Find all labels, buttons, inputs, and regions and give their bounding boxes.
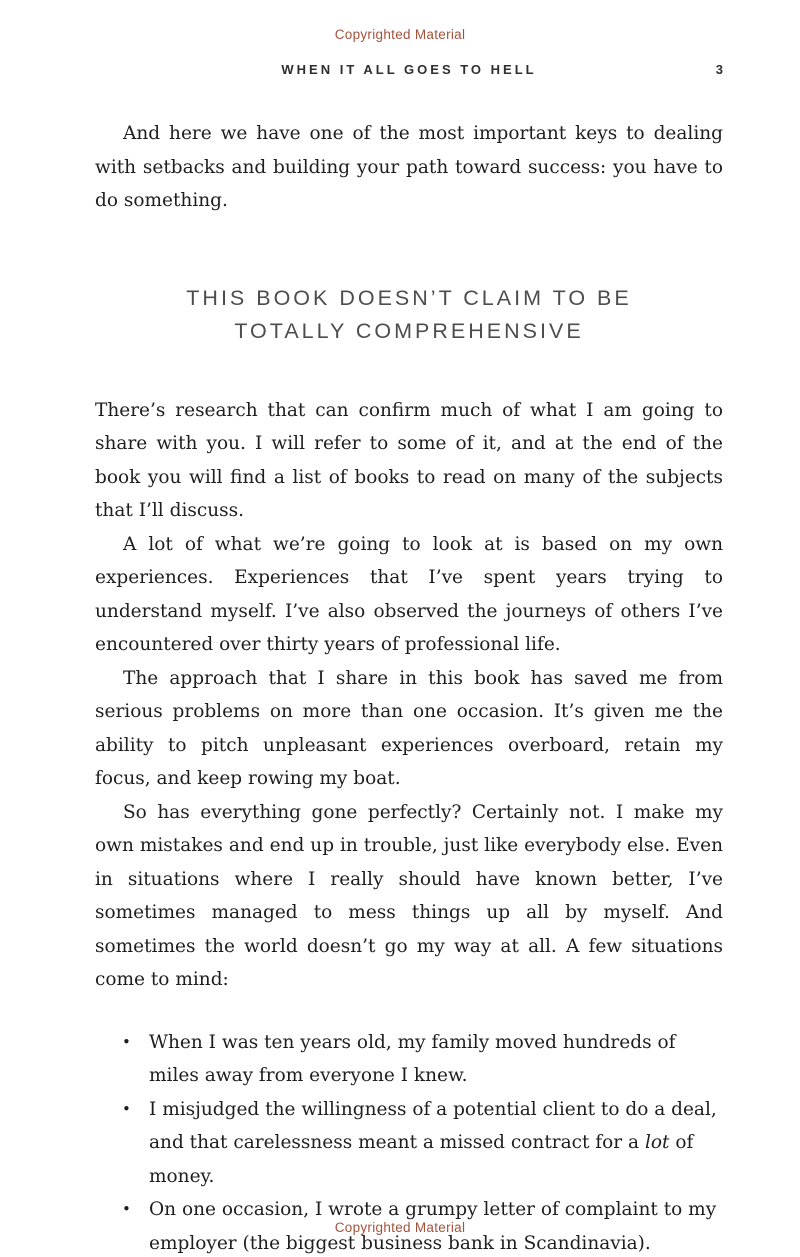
list-item-text-segment: When I was ten years old, my family moved hundreds of miles away from everyone I knew. bbox=[149, 1031, 676, 1086]
bullet-icon: • bbox=[122, 1032, 131, 1051]
list-item-text-segment: I misjudged the willingness of a potential client to do a deal, and that carelessness meant a missed contract for a bbox=[149, 1098, 717, 1153]
running-head-title: WHEN IT ALL GOES TO HELL bbox=[281, 62, 537, 77]
page-body bbox=[95, 117, 723, 1257]
body-paragraph: A lot of what we’re going to look at is based on my own experiences. Experiences that I’ve spent years trying to understand myself. I’ve also observed the journeys of others I’ve encountered over thirty years of professional life. bbox=[95, 533, 723, 655]
copyright-notice-bottom: Copyrighted Material bbox=[334, 1220, 466, 1235]
section-heading bbox=[95, 282, 723, 348]
list-item-text-italic: lot bbox=[644, 1132, 670, 1153]
bullet-icon: • bbox=[122, 1099, 131, 1118]
list-item-text bbox=[149, 1093, 723, 1194]
list-item bbox=[95, 1026, 723, 1093]
list-item-text bbox=[149, 1026, 723, 1093]
section-heading-line-1: THIS BOOK DOESN’T CLAIM TO BE bbox=[186, 285, 632, 310]
intro-paragraph: And here we have one of the most important keys to dealing with setbacks and building your path toward success: you have to do something. bbox=[95, 123, 723, 211]
copyright-notice-top: Copyrighted Material bbox=[334, 27, 466, 42]
page-number: 3 bbox=[715, 62, 723, 77]
section-heading-line-2: TOTALLY COMPREHENSIVE bbox=[234, 318, 584, 343]
body-paragraph: There’s research that can confirm much of what I am going to share with you. I will refer to some of it, and at the end of the book you will find a list of books to read on many of the subjects that I’ll discuss. bbox=[95, 399, 723, 521]
bullet-icon: • bbox=[122, 1200, 131, 1218]
body-paragraph: So has everything gone perfectly? Certainly not. I make my own mistakes and end up in trouble, just like everybody else. Even in situations where I really should have known better, I’ve sometimes managed to mess things up all by myself. And sometimes the world doesn’t go my way at all. A few situations come to mind: bbox=[95, 801, 723, 990]
list-item-text-segment: of money. bbox=[149, 1132, 694, 1187]
list-item-text-segment: On one occasion, I wrote a grumpy letter of complaint to my employer (the biggest business bank in Scandinavia). bbox=[149, 1199, 717, 1254]
list-item bbox=[95, 1093, 723, 1194]
body-paragraph: The approach that I share in this book has saved me from serious problems on more than one occasion. It’s given me the ability to pitch unpleasant experiences overboard, retain my focus, and keep rowing my boat. bbox=[95, 667, 723, 789]
page-header bbox=[95, 62, 723, 77]
